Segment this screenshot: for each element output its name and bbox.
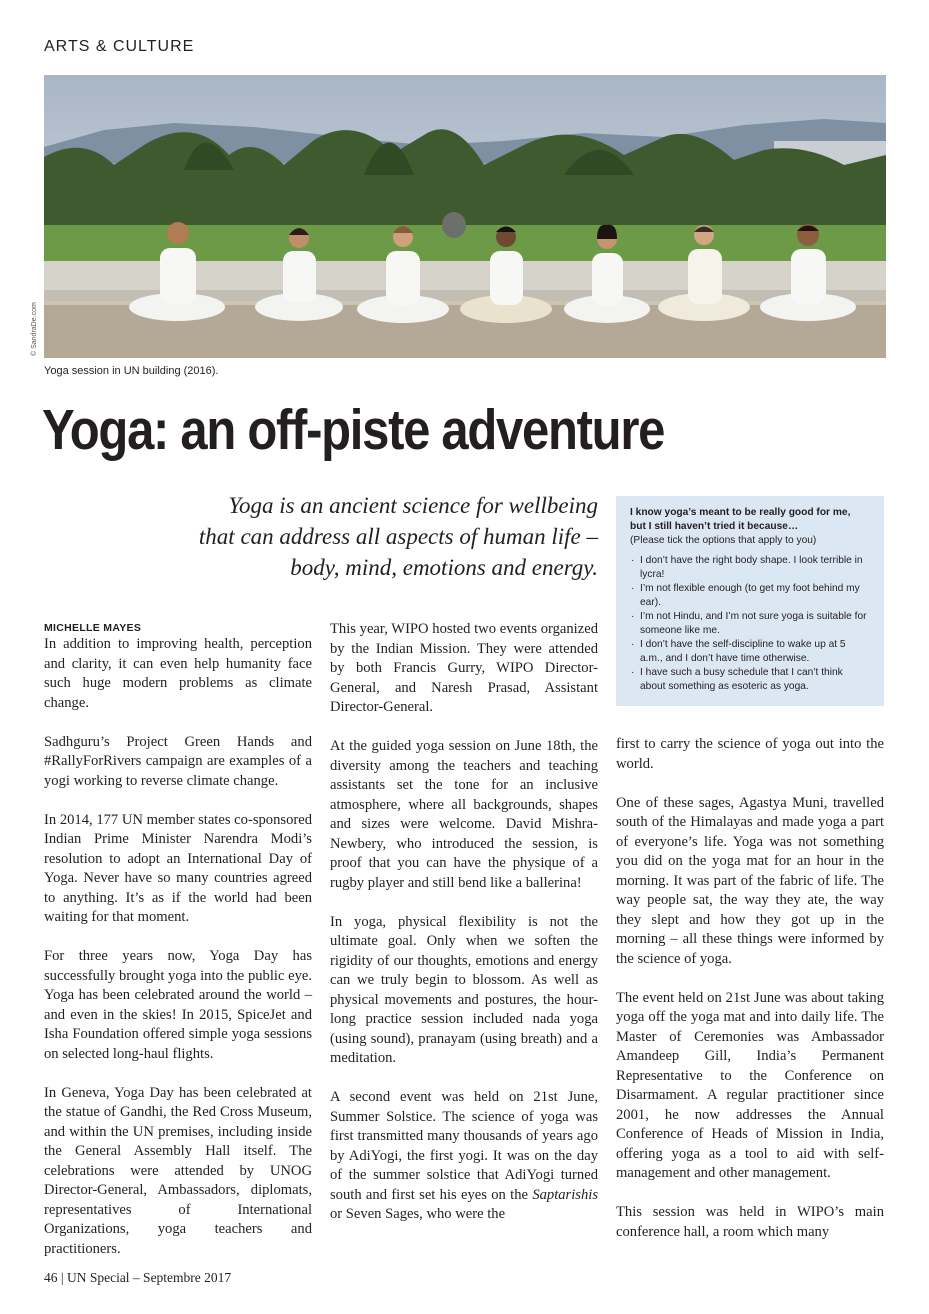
- body-paragraph: One of these sages, Agastya Muni, travelled south of the Himalayas and made yoga a part of everyone’s life. Yoga was not something you did on the yoga mat for an hour in the morning. It was part of the fabric of life. The way people sat, the way they ate, the way they slept and how they got up in the morning – all these things were informed by the science of yoga.: [616, 794, 884, 967]
- sidebar-option: · I’m not Hindu, and I’m not sure yoga is suitable for someone like me.: [630, 610, 870, 638]
- body-text: or Seven Sages, who were the: [330, 1206, 506, 1222]
- sidebar-options: [630, 554, 870, 694]
- body-column-1: [44, 621, 312, 1279]
- sidebar-option: · I’m not flexible enough (to get my foot behind my ear).: [630, 582, 870, 610]
- standfirst: [120, 490, 598, 583]
- body-column-3: [616, 735, 884, 1262]
- sidebar-option: · I don’t have the right body shape. I look terrible in lycra!: [630, 554, 870, 582]
- body-paragraph: [330, 1088, 598, 1225]
- yoga-group-photo: [44, 75, 886, 358]
- page-footer: 46 | UN Special – Septembre 2017: [44, 1270, 232, 1285]
- body-text-emphasis: Saptarishis: [532, 1186, 598, 1203]
- body-paragraph: The event held on 21st June was about taking yoga off the yoga mat and into daily life. The Master of Ceremonies was Ambassador Amandeep Gill, India’s Permanent Representative to the Conference on Disarmament. A regular practitioner since 2001, he now addresses the Annual Conference of Heads of Mission in India, offering yoga as a tool to aid with self-management and other management.: [616, 989, 884, 1181]
- sidebar-question-line: I know yoga’s meant to be really good for me,: [630, 507, 851, 518]
- photo-credit: © SandraDe.com: [31, 302, 38, 356]
- body-paragraph: In 2014, 177 UN member states co-sponsored Indian Prime Minister Narendra Modi’s resolution to adopt an International Day of Yoga. Never have so many countries agreed to anything. It’s as if the world had been waiting for that moment.: [44, 811, 312, 925]
- body-paragraph: In addition to improving health, perception and clarity, it can even help humanity face such huge modern problems as climate change.: [44, 636, 312, 711]
- sidebar-instruction: (Please tick the options that apply to you): [630, 535, 817, 546]
- body-paragraph: This session was held in WIPO’s main conference hall, a room which many: [616, 1204, 884, 1240]
- body-paragraph: This year, WIPO hosted two events organized by the Indian Mission. They were attended by both Francis Gurry, WIPO Director-General, and Naresh Prasad, Assistant Director-General.: [330, 621, 598, 715]
- body-paragraph: In Geneva, Yoga Day has been celebrated at the statue of Gandhi, the Red Cross Museum, and within the UN premises, including inside the General Assembly Hall itself. The celebrations were attended by UNOG Director-General, Ambassadors, diplomats, representatives of International Organizations, yoga teachers and practitioners.: [44, 1084, 312, 1257]
- body-paragraph: For three years now, Yoga Day has successfully brought yoga into the public eye. Yoga has been celebrated around the world – and even in the skies! In 2015, SpiceJet and Isha Foundation offered simple yoga sessions on selected long-haul flights.: [44, 948, 312, 1062]
- body-paragraph: Sadhguru’s Project Green Hands and #RallyForRivers campaign are examples of a yogi working to reverse climate change.: [44, 733, 312, 789]
- body-column-2: [330, 620, 598, 1244]
- author-byline: MICHELLE MAYES: [44, 622, 142, 634]
- body-paragraph: first to carry the science of yoga out into the world.: [616, 736, 884, 772]
- sidebar-question-line: but I still haven’t tried it because…: [630, 521, 799, 532]
- sidebar-option: · I don’t have the self-discipline to wake up at 5 a.m., and I don’t have time otherwise.: [630, 638, 870, 666]
- body-text: A second event was held on 21st June, Summer Solstice. The science of yoga was first transmitted many thousands of years ago by AdiYogi, the first yogi. It was on the day of the summer solstice that AdiYogi turned south and first set his eyes on the: [330, 1089, 598, 1203]
- sidebar-option: · I have such a busy schedule that I can’t think about something as esoteric as yoga.: [630, 666, 870, 694]
- body-paragraph: In yoga, physical flexibility is not the ultimate goal. Only when we soften the rigidity of our thoughts, emotions and energy can we truly begin to blossom. As well as physical movements and postures, the hour-long practice session included nada yoga (using sound), pranayam (using breath) and a meditation.: [330, 913, 598, 1066]
- standfirst-line: Yoga is an ancient science for wellbeing: [228, 493, 598, 518]
- headline: Yoga: an off-piste adventure: [42, 398, 665, 462]
- section-label: ARTS & CULTURE: [44, 38, 195, 55]
- standfirst-line: body, mind, emotions and energy.: [290, 555, 598, 580]
- checklist-sidebar: [616, 496, 884, 706]
- photo-caption: Yoga session in UN building (2016).: [44, 365, 219, 377]
- body-paragraph: At the guided yoga session on June 18th, the diversity among the teachers and teaching assistants set the tone for an inclusive atmosphere, where all backgrounds, shapes and sizes were welcome. David Mishra-Newbery, who introduced the session, is proof that you can have the physique of a rugby player and still bend like a ballerina!: [330, 738, 598, 891]
- standfirst-line: that can address all aspects of human life –: [198, 524, 598, 549]
